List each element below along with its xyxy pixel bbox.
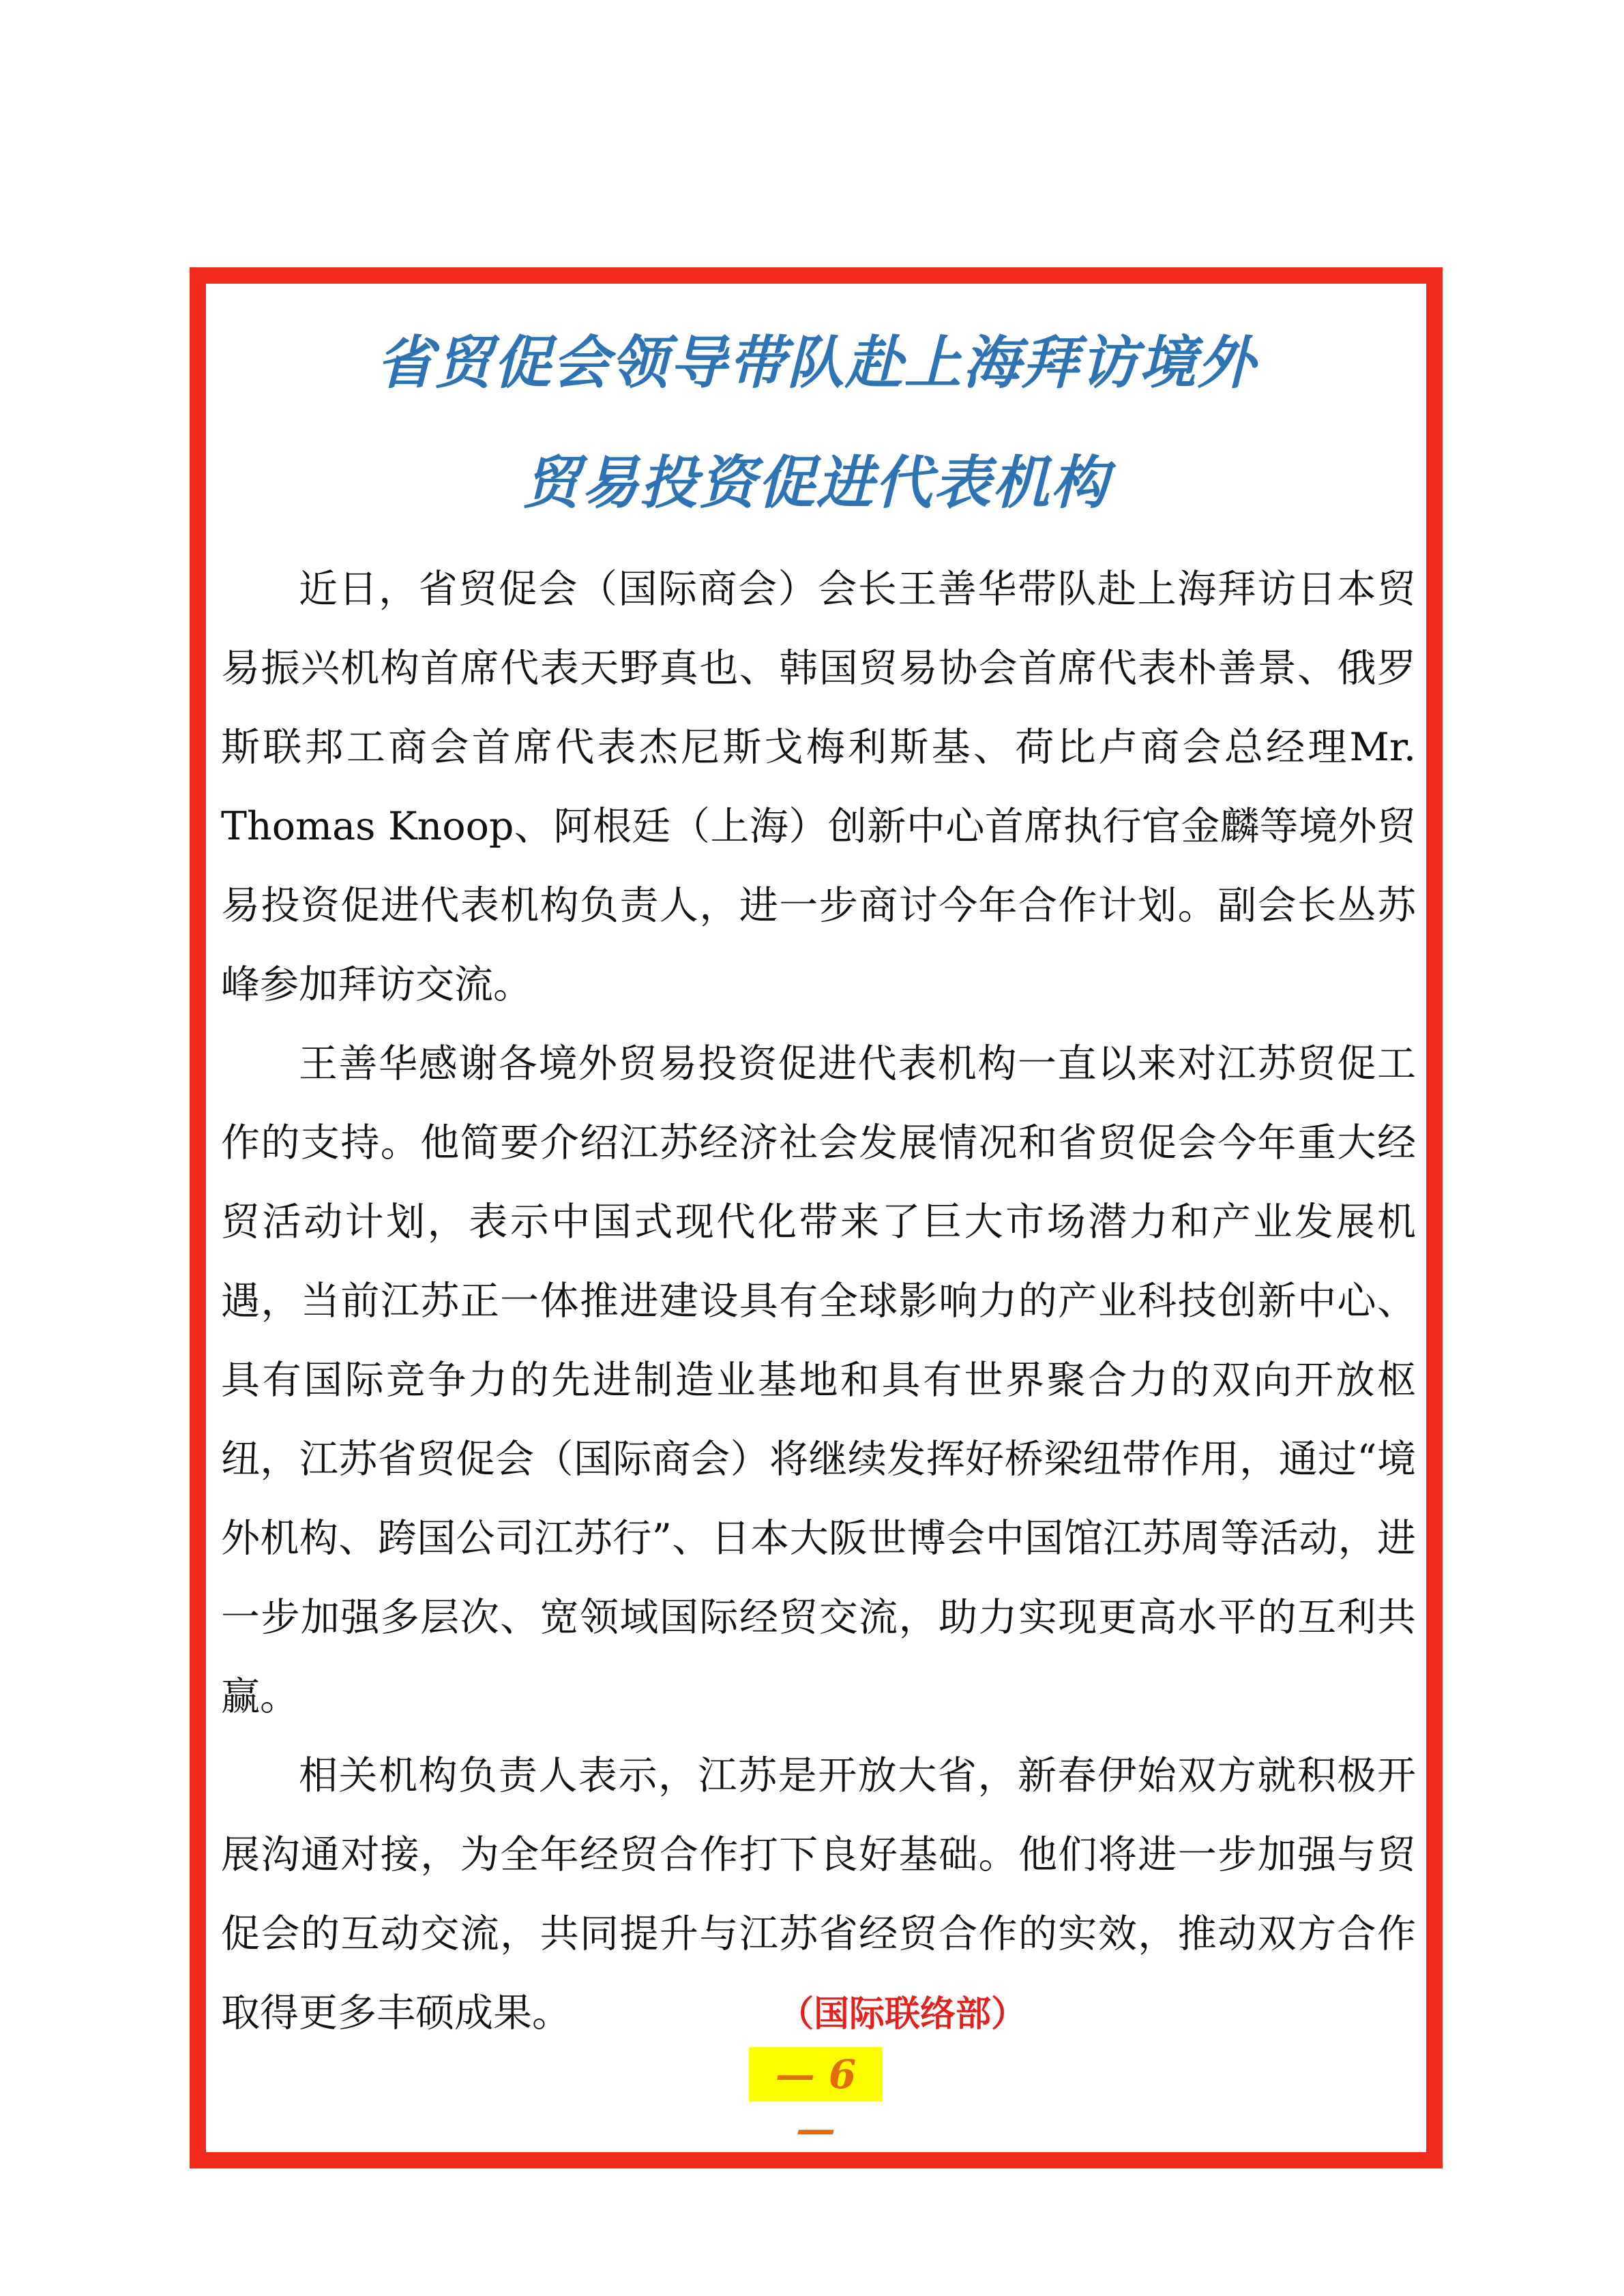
- article-title-line-2: 贸易投资促进代表机构: [522, 449, 1110, 516]
- article-paragraph-3: [221, 1736, 1416, 2054]
- article-paragraph-2: [221, 1024, 1416, 1736]
- article-title-line-1: 省贸促会领导带队赴上海拜访境外: [376, 329, 1256, 396]
- department-signature: （国际联络部）: [796, 1994, 1027, 2035]
- paragraph-3-text: 相关机构负责人表示，江苏是开放大省，新春伊始双方就积极开展沟通对接，为全年经贸合作打下良好基础。他们将进一步加强与贸促会的互动交流，共同提升与江苏省经贸合作的实效，推动双方合作取得更多丰硕成果。: [221, 1753, 1416, 2036]
- paragraph-text: [221, 1736, 1416, 2054]
- paragraph-text: 王善华感谢各境外贸易投资促进代表机构一直以来对江苏贸促工作的支持。他简要介绍江苏经济社会发展情况和省贸促会今年重大经贸活动计划，表示中国式现代化带来了巨大市场潜力和产业发展机遇，当前江苏正一体推进建设具有全球影响力的产业科技创新中心、具有国际竞争力的先进制造业基地和具有世界聚合力的双向开放枢纽，江苏省贸促会（国际商会）将继续发挥好桥梁纽带作用，通过“境外机构、跨国公司江苏行”、日本大阪世博会中国馆江苏周等活动，进一步加强多层次、宽领域国际经贸交流，助力实现更高水平的互利共赢。: [221, 1041, 1416, 1719]
- article-paragraph-1: [221, 550, 1416, 1024]
- page-number: — 6 —: [749, 2047, 883, 2102]
- article-frame: [190, 267, 1443, 2168]
- paragraph-text: 近日，省贸促会（国际商会）会长王善华带队赴上海拜访日本贸易振兴机构首席代表天野真也、韩国贸易协会首席代表朴善景、俄罗斯联邦工商会首席代表杰尼斯戈梅利斯基、荷比卢商会总经理Mr. Thomas Knoop、阿根廷（上海）创新中心首席执行官金麟等境外贸易投资促进代表机构负责人，进一步商讨今年合作计划。副会长丛苏峰参加拜访交流。: [221, 567, 1416, 1007]
